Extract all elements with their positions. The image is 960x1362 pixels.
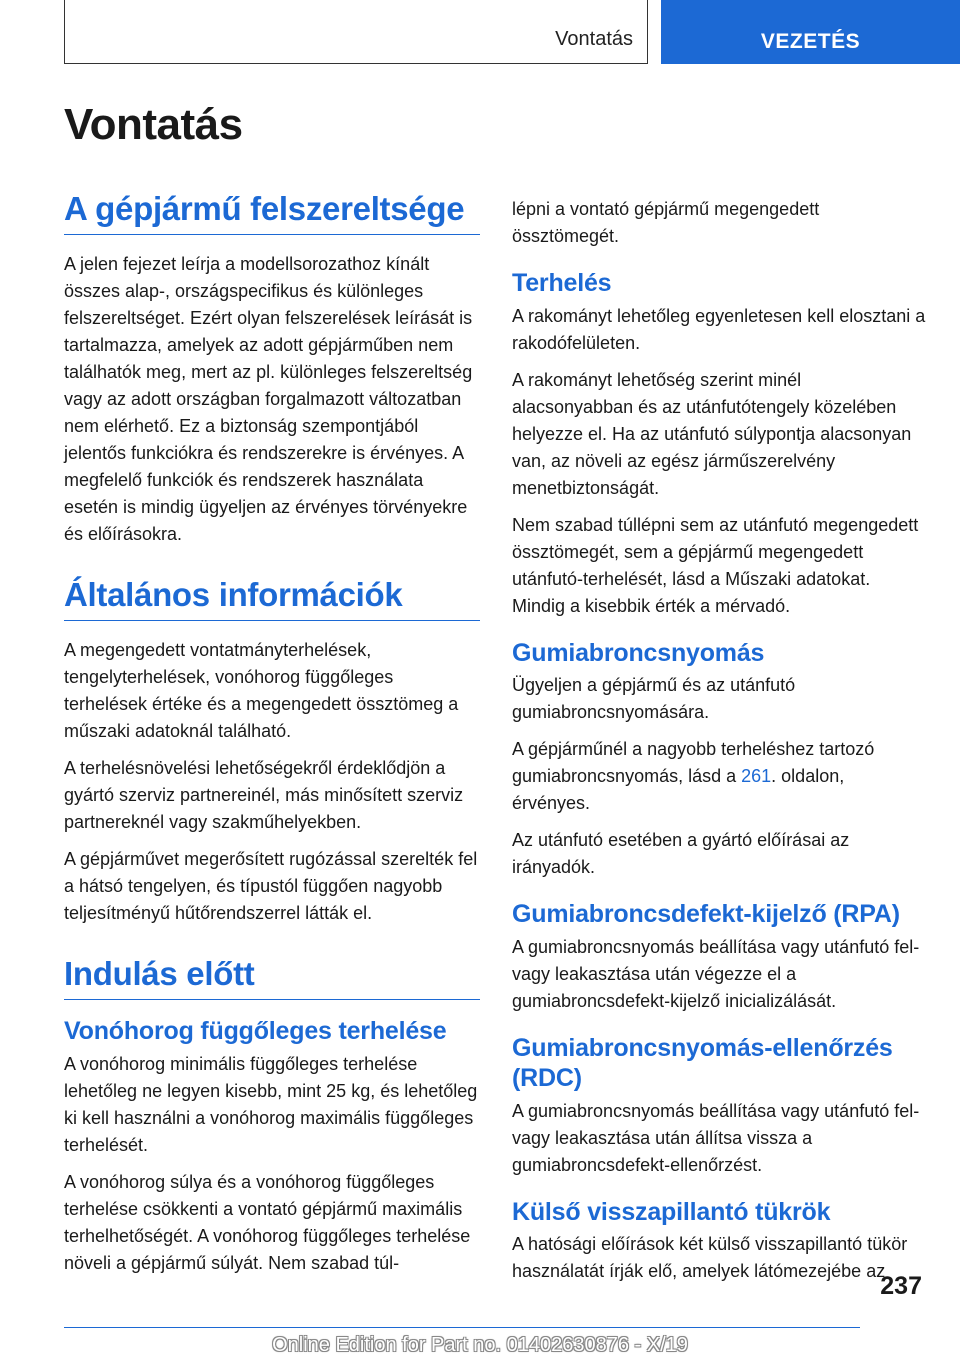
paragraph-general-1: A megengedett vontatmányterhelések, tengelyterhelések, vonóhorog függőleges terhelések értéke és a megengedett össztömeg a műszaki adatoknál található. — [64, 640, 459, 741]
paragraph-towbar-2: A vonóhorog súlya és a vonóhorog függőleges terhelése csökkenti a vontató gépjármű maximális terhelhetőségét. A vonóhorog függőleges terhelése növeli a gépjármű súlyát. Nem szabad túl- — [64, 1171, 471, 1273]
heading-rdc: Gumiabroncsnyomás-ellenőrzés (RDC) — [512, 1033, 893, 1092]
paragraph-mirrors: A hatósági előírások két külső visszapillantó tükör használatát írják elő, amelyek látómezejébe az — [512, 1234, 908, 1281]
paragraph-rdc: A gumiabroncsnyomás beállítása vagy utánfutó fel- vagy leakasztása után állítsa vissza a gumiabroncsdefekt-ellenőrzést. — [512, 1100, 920, 1175]
header-chapter-title: VEZETÉS — [760, 30, 861, 53]
paragraph-equipment: A jelen fejezet leírja a modellsorozathoz kínált összes alap-, országspecifikus és különleges felszereltséget. Ezért olyan felszerelések leírását is tartalmazza, amelyek az adott gépjárműben nem találhatók meg, mert az pl. különleges felszereltség vagy az adott országban forgalmazott változatban nem elérhető. Ez a biztonság szempontjából jelentős funkciókra és rendszerekre is érvényes. A megfelelő funkciók és rendszerek használata esetén is mindig ügyeljen az érvényes törvényekre és előírásokra. — [64, 254, 473, 544]
page-title: Vontatás — [64, 100, 243, 149]
paragraph-continued: lépni a vontató gépjármű megengedett össztömegét. — [512, 199, 820, 246]
heading-before-driving: Indulás előtt — [64, 955, 480, 1000]
heading-loading: Terhelés — [512, 269, 612, 297]
paragraph-rpa: A gumiabroncsnyomás beállítása vagy utánfutó fel- vagy leakasztása után végezze el a gumiabroncsdefekt-kijelző inicializálását. — [512, 936, 920, 1011]
paragraph-pressure-3: Az utánfutó esetében a gyártó előírásai az irányadók. — [512, 830, 850, 877]
heading-tire-pressure: Gumiabroncsnyomás — [512, 638, 765, 667]
paragraph-general-2: A terhelésnövelési lehetőségekről érdeklődjön a gyártó szerviz partnereinél, más minősített szerviz partnereknél vagy szakműhelyekben. — [64, 758, 464, 832]
paragraph-pressure-1: Ügyeljen a gépjármű és az utánfutó gumiabroncsnyomására. — [512, 675, 796, 722]
heading-towbar-load: Vonóhorog függőleges terhelése — [64, 1017, 447, 1045]
footer-divider — [64, 1327, 860, 1328]
paragraph-general-3: A gépjárművet megerősített rugózással szerelték fel a hátsó tengelyen, és típustól függően nagyobb teljesítményű hűtőrendszerrel látták el. — [64, 849, 478, 923]
paragraph-loading-1: A rakományt lehetőleg egyenletesen kell elosztani a rakodófelületen. — [512, 305, 926, 353]
paragraph-loading-2: A rakományt lehetőség szerint minél alacsonyabban és az utánfutótengely közelében helyezze el. Ha az utánfutó súlypontja alacsonyan van, az növeli az egész járműszerelvény menetbiztonságát. — [512, 369, 912, 498]
heading-rpa: Gumiabroncsdefekt-kijelző (RPA) — [512, 900, 900, 928]
pressure-2-text-a: A gépjárműnél a nagyobb terheléshez tartozó gumiabroncsnyomás, lásd a — [512, 739, 875, 786]
right-column — [512, 196, 927, 1295]
left-column — [64, 190, 480, 1287]
paragraph-towbar-1: A vonóhorog minimális függőleges terhelése lehetőleg ne legyen kisebb, mint 25 kg, és lehetőleg ki kell használni a vonóhorog maximális függőleges terhelését. — [64, 1053, 478, 1155]
heading-general-info: Általános információk — [64, 576, 480, 621]
header-section-title: Vontatás — [555, 28, 633, 50]
footer-edition-text: Online Edition for Part no. 01402630876 - X/19 — [272, 1334, 688, 1356]
header-section-box — [64, 0, 648, 64]
heading-equipment: A gépjármű felszereltsége — [64, 190, 480, 235]
paragraph-pressure-2 — [512, 736, 927, 817]
header-chapter-tab — [661, 0, 960, 64]
page-reference-link[interactable]: 261 — [741, 766, 772, 786]
paragraph-loading-3: Nem szabad túllépni sem az utánfutó megengedett össztömegét, sem a gépjármű megengedett utánfutó-terhelését, lásd a Műszaki adatokat. Mindig a kisebbik érték a mérvadó. — [512, 514, 919, 616]
heading-mirrors: Külső visszapillantó tükrök — [512, 1197, 831, 1226]
pressure-2-text-b: . oldalon, érvényes. — [512, 766, 845, 813]
page-number: 237 — [880, 1272, 922, 1300]
